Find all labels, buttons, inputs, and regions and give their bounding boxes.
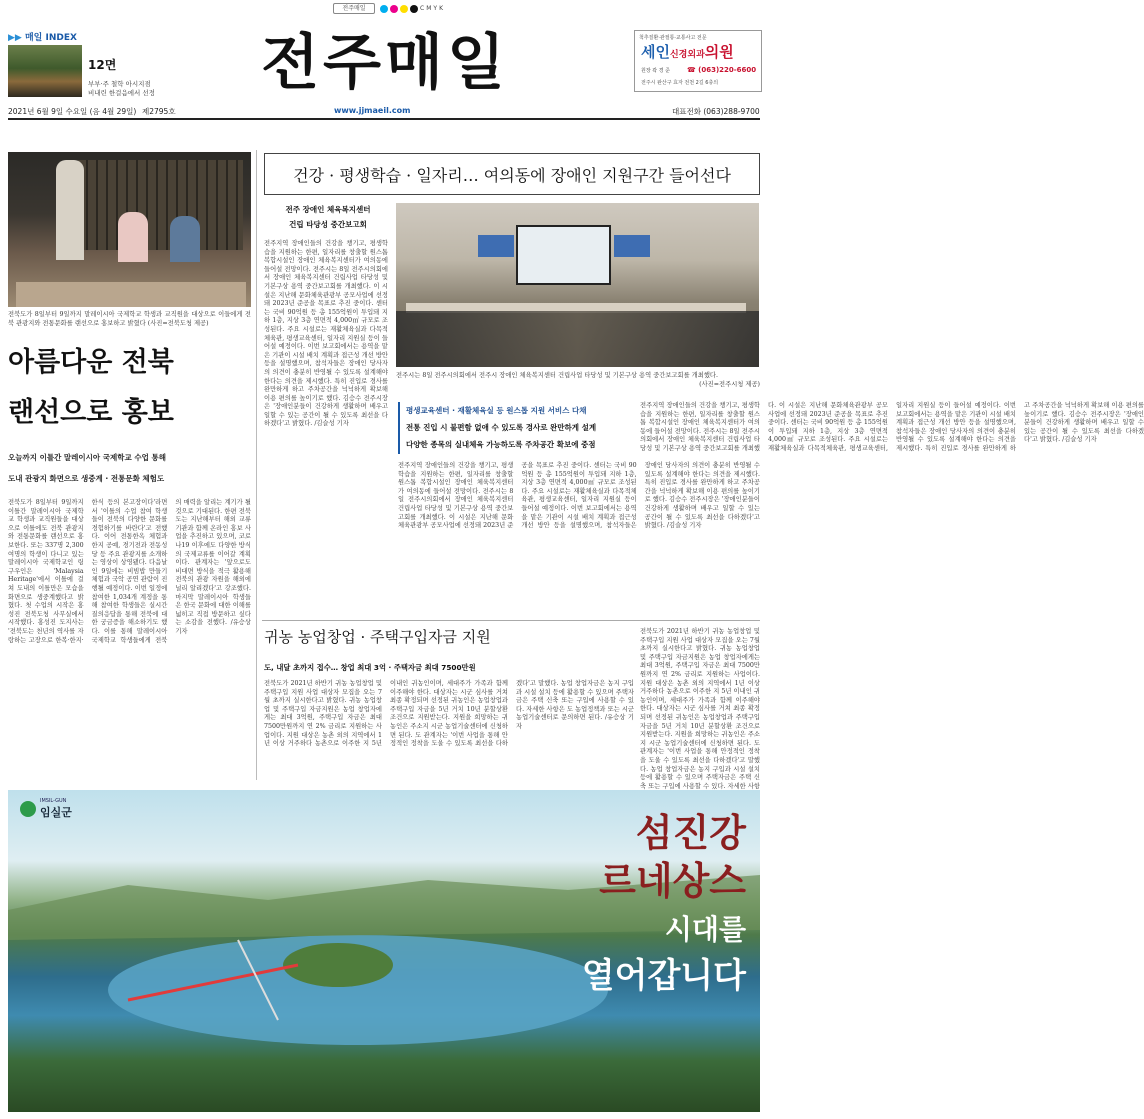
clinic-tel: ☎ (063)220-6600 (687, 66, 757, 74)
meeting-photo-credit: (사진=전주시청 제공) (699, 381, 760, 388)
index-label-text: 매일 INDEX (24, 33, 77, 43)
cmyk-marks (380, 3, 443, 14)
farm-headline: 귀농 농업창업 · 주택구입자금 지원 (264, 628, 491, 646)
left-sub-2: 도내 관광지 화면으로 생중계 · 전통문화 체험도 (8, 474, 165, 483)
cmyk-c: C (420, 5, 425, 12)
ad-title-4: 열어갑니다 (581, 956, 746, 996)
double-arrow-icon: ▶▶ (8, 33, 22, 43)
clinic-name-1: 세인 (641, 43, 670, 61)
farm-body-side: 전북도가 2021년 하반기 귀농 농업창업 및 주택구입 지원 사업 대상자 모집을 오는 7월 초까지 실시한다고 밝혔다. 귀농 농업창업 및 주택구입 자금지원은 농업 창업자에게는 최대 3억원, 주택구입 자금은 최대 7500만원까지 연 2% 금리로 지원하는 사업이다. 지원 대상은 농촌 외의 지역에서 1년 이상 거주하다 농촌으로 이주한 지 5년 이내인 귀농인이며, 세대주가 가족과 함께 이주해야 한다. 대상자는 시군 심사를 거쳐 최종 확정되며 선정된 귀농인은 농업창업과 주택구입 자금을 5년 거치 10년 분할상환 조건으로 지원받는다. 지원을 희망하는 귀농인은 주소지 시군 농업기술센터에 신청하면 된다. 도 관계자는 '이번 사업을 통해 안정적인 정착을 도울 수 있도록 최선을 다하겠다'고 말했다. 농업 창업자금은 농지 구입과 시설 설치 등에 활용할 수 있으며 주택자금은 주택 신축 또는 구입에 사용할 수 있다. 자세한 사항 (640, 628, 760, 790)
right-body-lower: 전주지역 장애인들의 건강을 챙기고, 평생학습을 지원하는 한편, 일자리를 창출할 원스톱 복합시설인 장애인 체육복지센터가 여의동에 들어설 전망이다. 전주시는 8일 전주시의회에서 장애인 체육복지센터 건립사업 타당성 및 기본구상 용역 중간보고회를 개최했다. 이 시설은 지난해 문화체육관광부 공모사업에 선정돼 2023년 준공을 목표로 추진 중이다. 센터는 국비 90억원 등 총 155억원이 투입돼 지하 1층, 지상 3층 연면적 4,000㎡ 규모로 조성된다. 주요 시설로는 재활체육실과 다목적체육관, 평생교육센터, 일자리 지원실 등이 들어설 예정이다. 이번 보고회에서는 용역을 맡은 기관이 시설 배치 계획과 접근성 개선 방안 등을 설명했으며, 참석자들은 장애인 당사자의 의견이 충분히 반영될 수 있도록 설계해야 한다는 의견을 제시했다. 특히 진입로 경사를 완만하게 하고 주차공간을 넉넉하게 확보해 이용 편의를 높이기로 했다. 김승수 전주시장은 '장애인분들이 건강하게 생활하며 배우고 일할 수 있는 공간이 될 수 있도록 최선을 다하겠다'고 밝혔다. /김슬성 기자 (640, 402, 1144, 452)
meeting-photo-caption: 전주시는 8일 전주시의회에서 전주시 장애인 체육복지센터 건립사업 타당성 및 기본구상 용역 중간보고회를 개최했다. (396, 372, 719, 379)
issue-number: 제2795호 (142, 107, 176, 116)
imsil-logo-text: 임실군 (40, 806, 72, 819)
left-photo-caption: 전북도가 8일부터 9일까지 말레이시아 국제학교 학생과 교직원을 대상으로 이들에게 전북 관광지와 전통문화를 랜선으로 홍보하고 밝혔다 (사진=전북도청 제공) (8, 311, 251, 327)
farm-sub: 도, 내달 초까지 접수… 창업 최대 3억 · 주택자금 최대 7500만원 (264, 663, 476, 672)
index-page: 12면 (88, 58, 117, 72)
highlight-line-1: 평생교육센터 · 재활체육실 등 원스톱 지원 서비스 다채 (406, 406, 587, 415)
imsil-logo-icon (20, 801, 36, 817)
imsil-logo (20, 798, 72, 820)
meeting-photo (396, 203, 759, 367)
farm-body: 전북도가 2021년 하반기 귀농 농업창업 및 주택구입 지원 사업 대상자 모집을 오는 7월 초까지 실시한다고 밝혔다. 귀농 농업창업 및 주택구입 자금지원은 농업 창업자에게는 최대 3억원, 주택구입 자금은 최대 7500만원까지 연 2% 금리로 지원하는 사업이다. 지원 대상은 농촌 외의 지역에서 1년 이상 거주하다 농촌으로 이주한 지 5년 이내인 귀농인이며, 세대주가 가족과 함께 이주해야 한다. 대상자는 시군 심사를 거쳐 최종 확정되며 선정된 귀농인은 농업창업과 주택구입 자금을 5년 거치 10년 분할상환 조건으로 지원받는다. 지원을 희망하는 귀농인은 주소지 시군 농업기술센터에 신청하면 된다. 도 관계자는 '이번 사업을 통해 안정적인 정착을 도울 수 있도록 최선을 다하겠다'고 말했다. 농업 창업자금은 농지 구입과 시설 설치 등에 활용할 수 있으며 주택자금은 주택 신축 또는 구입에 사용할 수 있다. 자세한 사항은 도 농업정책과 또는 시군 농업기술센터로 문의하면 된다. /유승상 기자 (264, 680, 634, 748)
index-line-2: 비내린 한걸음에서 선정 (88, 89, 155, 97)
imsil-logo-sub: IMSIL-GUN (40, 798, 67, 804)
right-sub-1: 전주 장애인 체육복지센터 (285, 205, 371, 214)
clinic-address: 전주시 완산구 효자 전천 2길 6층의 (641, 80, 719, 86)
cmyk-m: M (426, 5, 432, 12)
left-photo (8, 152, 251, 307)
index-line-1: 부부·주 철학 아시지점 (88, 80, 151, 88)
highlight-box (398, 402, 628, 454)
site-url[interactable]: www.jjmaeil.com (334, 106, 411, 115)
index-label (8, 30, 77, 43)
left-sub-1: 오늘까지 이틀간 말레이시아 국제학교 수업 통해 (8, 453, 166, 462)
index-thumbnail (8, 45, 82, 97)
ad-title-2: 르네상스 (599, 859, 746, 903)
top-badge: 전주매일 (333, 3, 375, 14)
ad-title-1: 섬진강 (635, 811, 746, 855)
newspaper-title: 전주매일 (261, 28, 509, 98)
left-body: 전북도가 8일부터 9일까지 이틀간 말레이시아 국제학교 학생과 교직원들을 대상으로 이틀에도 전북 관광지와 전통문화를 랜선으로 홍보한다. 또는 337명 2,300여명의 학생이 다니고 있는 말레이시아 국제학교인 링구우인은 'Malaysia Heritage'에서 이틀에 걸쳐 도내의 이틀만은 모습을 화면으로 생중계했다고 밝혔다. 첫 수업의 시작은 홍성진 전북도청 사무실에서 시작했다. 홍성진 도지사는 '전북도는 천년의 역사를 자랑하는 고장으로 한복·한지·한식 등의 본고장이다'라면서 '이틀의 수업 참여 학생들이 전북의 다양한 문화를 경험하기를 바란다'고 전했다. 이어 전통한옥 체험과 한지 공예, 경기전과 전동성당 등 주요 관광지를 소개하는 영상이 상영됐다. 다음날인 9일에는 비빔밥 만들기 체험과 국악 공연 관람이 진행될 예정이다. 이번 일정에 참여한 1,034개 계정을 통해 참여한 학생들은 실시간 질의응답을 통해 전북에 대한 궁금증을 해소하기도 했다. 이를 통해 말레이시아 국제학교 학생들에게 전북의 매력을 알리는 계기가 될 것으로 기대된다. 한편 전북도는 지난해부터 해외 교류기관과 함께 온라인 홍보 사업을 추진하고 있으며, 코로나19 이후에도 다양한 방식의 국제교류를 이어갈 계획이다. 관계자는 '앞으로도 비대면 방식을 적극 활용해 전북의 관광 자원을 해외에 널리 알리겠다'고 강조했다. 마지막 말레이시아 학생들은 한국 문화에 대한 이해를 넓히고 직접 방문하고 싶다는 소감을 전했다. /유승상 기자 (8, 499, 251, 644)
right-body-col1: 전주지역 장애인들의 건강을 챙기고, 평생학습을 지원하는 한편, 일자리를 창출할 원스톱 복합시설인 장애인 체육복지센터가 여의동에 들어설 전망이다. 전주시는 8일 전주시의회에서 장애인 체육복지센터 건립사업 타당성 및 기본구상 용역 중간보고회를 개최했다. 이 시설은 지난해 문화체육관광부 공모사업에 선정돼 2023년 준공을 목표로 추진 중이다. 센터는 국비 90억원 등 총 155억원이 투입돼 지하 1층, 지상 3층 연면적 4,000㎡ 규모로 조성된다. 주요 시설로는 재활체육실과 다목적체육관, 평생교육센터, 일자리 지원실 등이 들어설 예정이다. 이번 보고회에서는 용역을 맡은 기관이 시설 배치 계획과 접근성 개선 방안 등을 설명했으며, 참석자들은 장애인 당사자의 의견이 충분히 반영될 수 있도록 설계해야 한다는 의견을 제시했다. 특히 진입로 경사를 완만하게 하고 주차공간을 넉넉하게 확보해 이용 편의를 높이기로 했다. 김승수 전주시장은 '장애인분들이 건강하게 생활하며 배우고 일할 수 있는 공간이 될 수 있도록 최선을 다하겠다'고 밝혔다. /김슬성 기자 (264, 240, 388, 428)
cmyk-y: Y (433, 5, 438, 12)
right-sub-2: 건립 타당성 중간보고회 (289, 220, 367, 229)
left-headline (8, 338, 251, 438)
masthead-rule (8, 118, 760, 120)
highlight-line-3: 다양한 종목의 실내체육 가능하도록 주차공간 확보에 중점 (406, 440, 596, 449)
right-headline: 건강 · 평생학습 · 일자리… 여의동에 장애인 지원구간 들어선다 (293, 166, 731, 185)
imsil-ad (8, 790, 760, 1112)
phone-number: 대표전화 (063)288-9700 (672, 107, 760, 116)
farm-top-rule (262, 620, 760, 621)
highlight-line-2: 전통 진입 시 불편함 없애 수 있도록 경사로 완만하게 설계 (406, 423, 597, 432)
clinic-ad (634, 30, 762, 92)
cmyk-k: K (439, 5, 443, 12)
clinic-ad-name (641, 41, 734, 62)
left-headline-line-1: 아름다운 전북 (8, 347, 174, 378)
issue-date: 2021년 6월 9일 수요일 (음 4월 29일) (8, 107, 137, 116)
clinic-name-2: 신경외과 (669, 50, 705, 60)
ad-title-3: 시대를 (664, 913, 746, 946)
right-body-cols: 전주지역 장애인들의 건강을 챙기고, 평생학습을 지원하는 한편, 일자리를 창출할 원스톱 복합시설인 장애인 체육복지센터가 여의동에 들어설 전망이다. 전주시는 8일 전주시의회에서 장애인 체육복지센터 건립사업 타당성 및 기본구상 용역 중간보고회를 개최했다. 이 시설은 지난해 문화체육관광부 공모사업에 선정돼 2023년 준공을 목표로 추진 중이다. 센터는 국비 90억원 등 총 155억원이 투입돼 지하 1층, 지상 3층 연면적 4,000㎡ 규모로 조성된다. 주요 시설로는 재활체육실과 다목적체육관, 평생교육센터, 일자리 지원실 등이 들어설 예정이다. 이번 보고회에서는 용역을 맡은 기관이 시설 배치 계획과 접근성 개선 방안 등을 설명했으며, 참석자들은 장애인 당사자의 의견이 충분히 반영될 수 있도록 설계해야 한다는 의견을 제시했다. 특히 진입로 경사를 완만하게 하고 주차공간을 넉넉하게 확보해 이용 편의를 높이기로 했다. 김승수 전주시장은 '장애인분들이 건강하게 생활하며 배우고 일할 수 있는 공간이 될 수 있도록 최선을 다하겠다'고 밝혔다. /김슬성 기자 (398, 462, 760, 530)
clinic-name-3: 의원 (704, 43, 734, 61)
left-divider (256, 150, 257, 780)
left-headline-line-2: 랜선으로 홍보 (8, 397, 174, 428)
clinic-ad-small: 척추질환·관절통·교통사고 전문 (639, 35, 707, 41)
clinic-director: 원장 곽 경 준 (641, 68, 670, 74)
